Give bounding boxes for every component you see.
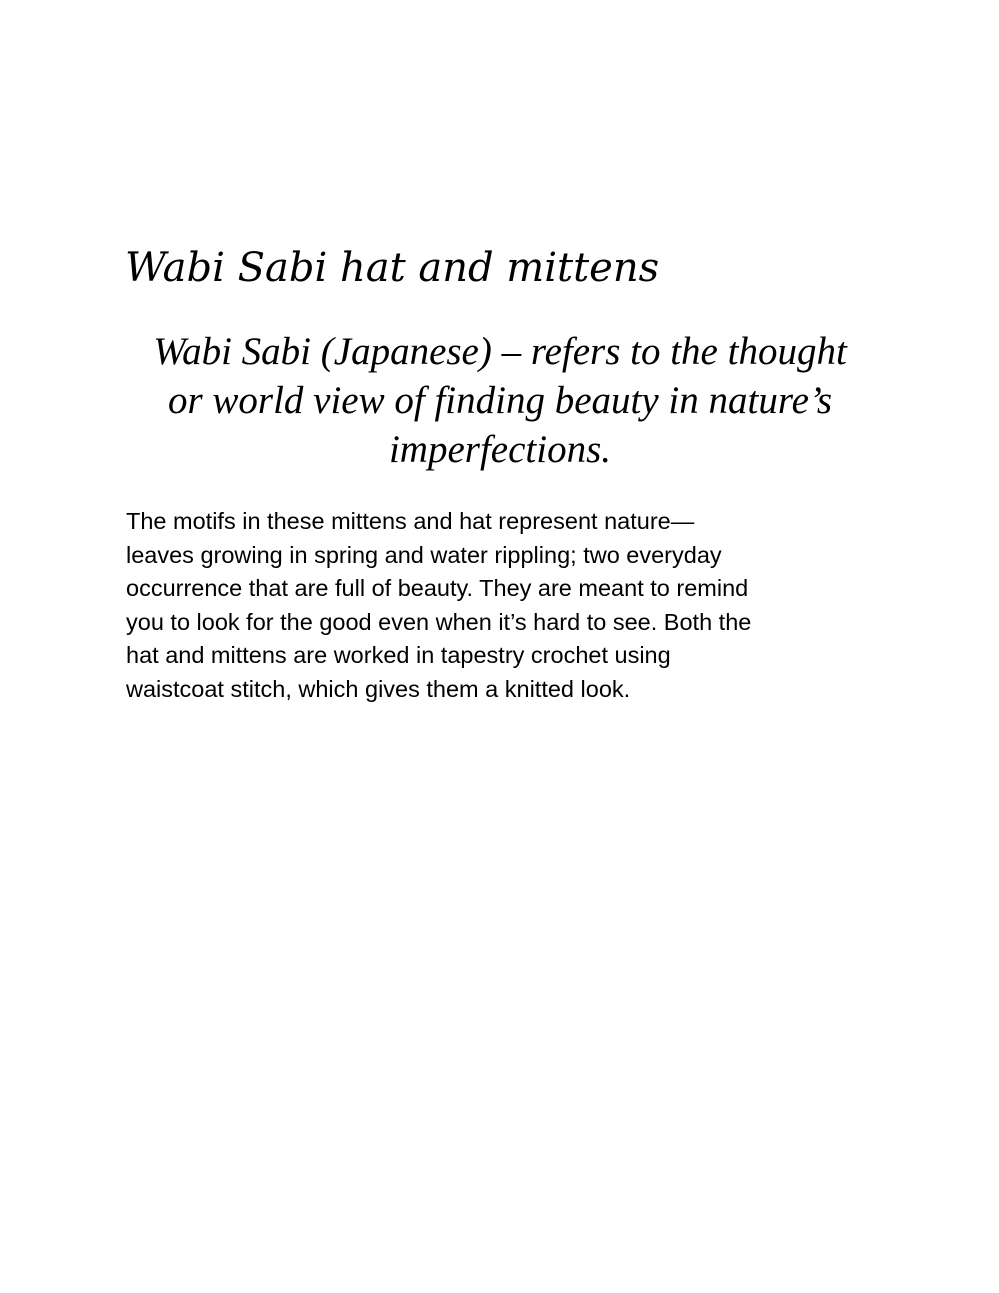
definition-line: Wabi Sabi (Japanese) – refers to the thought	[153, 330, 847, 373]
description-paragraph	[126, 505, 886, 706]
description-line: you to look for the good even when it’s hard to see. Both the	[126, 608, 752, 635]
description-line: leaves growing in spring and water rippling; two everyday	[126, 541, 722, 568]
description-line: waistcoat stitch, which gives them a knitted look.	[126, 675, 631, 702]
definition-line: or world view of finding beauty in nature’s	[167, 379, 833, 422]
definition-paragraph	[130, 327, 870, 474]
description-line: The motifs in these mittens and hat represent nature—	[126, 508, 695, 534]
page-title: Wabi Sabi hat and mittens	[125, 245, 660, 291]
definition-line: imperfections.	[388, 428, 612, 471]
description-line: occurrence that are full of beauty. They are meant to remind	[126, 575, 749, 601]
description-line: hat and mittens are worked in tapestry crochet using	[126, 642, 671, 668]
